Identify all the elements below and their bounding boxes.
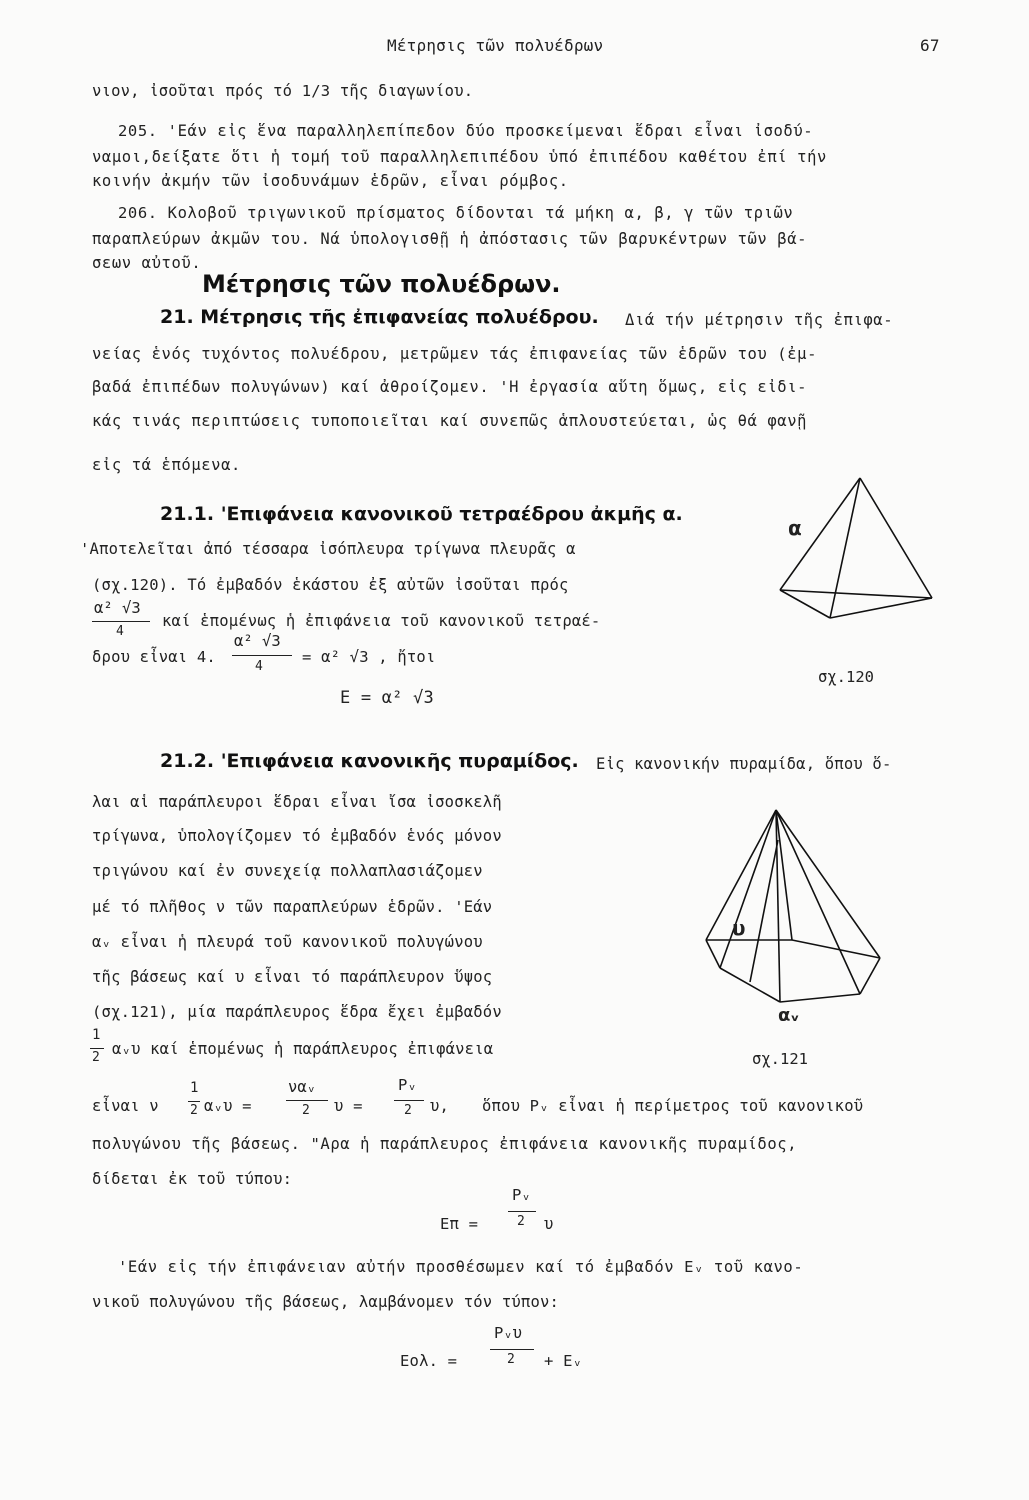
- exercise-205-line-1: 205. 'Εάν εἰς ἕνα παραλληλεπίπεδον δύο προσκείμεναι ἕδραι εἶναι ἰσοδύ-: [118, 122, 814, 140]
- pyramid-figure: [700, 800, 960, 1010]
- section-21-title: 21. Μέτρησις τῆς ἐπιφανείας πολυέδρου.: [160, 306, 599, 328]
- tetrahedron-edge-label: α: [788, 516, 802, 540]
- section-21-1-line-3: καί ἑπομένως ἡ ἐπιφάνεια τοῦ κανονικοῦ τετραέ-: [162, 612, 601, 630]
- section-21-1-title: 21.1. 'Επιφάνεια κανονικοῦ τετραέδρου ἀκμῆς α.: [160, 503, 683, 525]
- fraction-denominator: 4: [116, 624, 124, 639]
- fraction-bar: [92, 621, 150, 622]
- section-21-2-line-6: τῆς βάσεως καί υ εἶναι τό παράπλευρον ὕψος: [92, 968, 493, 986]
- pyramid-side-label: αᵥ: [778, 1005, 800, 1026]
- fraction-2-denominator: 4: [255, 659, 263, 674]
- exercise-205-line-3: κοινήν ἀκμήν τῶν ἰσοδυνάμων ἑδρῶν, εἶναι ρόμβος.: [92, 172, 569, 190]
- section-21-2-title: 21.2. 'Επιφάνεια κανονικῆς πυραμίδος.: [160, 750, 579, 772]
- eq-frac-num: ναᵥ: [288, 1078, 316, 1096]
- section-21-2-line-5: αᵥ εἶναι ἡ πλευρά τοῦ κανονικοῦ πολυγώνου: [92, 933, 483, 951]
- eq-half-bar: [188, 1101, 200, 1102]
- half-denominator: 2: [92, 1050, 100, 1065]
- eq-part-1: αᵥυ =: [204, 1097, 252, 1115]
- after-line-1: πολυγώνου τῆς βάσεως. "Αρα ἡ παράπλευρος ἐπιφάνεια κανονικῆς πυραμίδος,: [92, 1135, 798, 1153]
- eol-frac-bar: [490, 1349, 534, 1350]
- eq-frac-bar: [286, 1100, 328, 1101]
- exercise-206-line-1: 206. Κολοβοῦ τριγωνικοῦ πρίσματος δίδονται τά μήκη α, β, γ τῶν τριῶν: [118, 204, 794, 222]
- exercise-205-line-2: ναμοι,δείξατε ὅτι ἡ τομή τοῦ παραλληλεπιπέδου ὑπό ἐπιπέδου καθέτου ἐπί τήν: [92, 148, 827, 166]
- tetrahedron-figure: [760, 470, 960, 640]
- eq-frac2-num: Pᵥ: [398, 1076, 417, 1094]
- section-21-2-title-tail: Εἰς κανονικήν πυραμίδα, ὅπου ὅ-: [596, 755, 892, 773]
- section-21-line-4: κάς τινάς περιπτώσεις τυποποιεῖται καί συνεπῶς ἁπλουστεύεται, ὡς θά φανῇ: [92, 412, 808, 430]
- half-numerator: 1: [92, 1027, 101, 1043]
- section-21-2-line-2: τρίγωνα, ὑπολογίζομεν τό ἐμβαδόν ἑνός μόνον: [92, 827, 502, 845]
- section-21-2-line-1: λαι αἱ παράπλευροι ἕδραι εἶναι ἴσα ἰσοσκελῆ: [92, 793, 502, 811]
- section-21-2-line-4: μέ τό πλῆθος ν τῶν παραπλεύρων ἑδρῶν. 'Εάν: [92, 898, 493, 916]
- closing-line-1: 'Εάν εἰς τήν ἐπιφάνειαν αὐτήν προσθέσωμεν καί τό ἐμβαδόν Eᵥ τοῦ κανο-: [118, 1258, 804, 1276]
- section-21-1-line-1: 'Αποτελεῖται ἀπό τέσσαρα ἰσόπλευρα τρίγωνα πλευρᾶς α: [80, 540, 576, 558]
- section-21-1-line-4: δρου εἶναι 4.: [92, 648, 216, 666]
- eq-frac2-den: 2: [404, 1103, 412, 1118]
- figure-121-caption: σχ.121: [752, 1050, 808, 1068]
- eq-half-den: 2: [190, 1103, 198, 1118]
- eq-line-tail: ὅπου Pᵥ εἶναι ἡ περίμετρος τοῦ κανονικοῦ: [482, 1097, 864, 1115]
- eol-tail: + Eᵥ: [544, 1352, 583, 1370]
- eol-frac-den: 2: [507, 1352, 515, 1367]
- fraction-2-bar: [232, 655, 292, 656]
- eol-frac-num: Pᵥυ: [494, 1324, 522, 1342]
- half-bar: [90, 1048, 104, 1049]
- eq-half-num: 1: [190, 1080, 199, 1096]
- pyramid-height-label: υ: [732, 916, 746, 940]
- ep-label: Eπ =: [440, 1215, 479, 1233]
- fraction-2-numerator: α² √3: [234, 632, 281, 650]
- running-title: Μέτρησις τῶν πολυέδρων: [387, 36, 604, 55]
- eol-label: Eολ. =: [400, 1352, 458, 1370]
- eq-part-2: υ =: [334, 1097, 363, 1115]
- section-21-line-3: βαδά ἐπιπέδων πολυγώνων) καί ἀθροίζομεν. 'Η ἐργασία αὕτη ὅμως, εἰς εἰδι-: [92, 378, 808, 396]
- section-21-2-line-7: (σχ.121), μία παράπλευρος ἕδρα ἔχει ἐμβαδόν: [92, 1003, 502, 1021]
- section-21-line-1: Διά τήν μέτρησιν τῆς ἐπιφα-: [625, 311, 894, 329]
- exercise-206-line-2: παραπλεύρων ἀκμῶν του. Νά ὑπολογισθῇ ἡ ἀπόστασις τῶν βαρυκέντρων τῶν βά-: [92, 230, 808, 248]
- exercise-206-line-3: σεων αὐτοῦ.: [92, 254, 202, 272]
- eq-frac-den: 2: [302, 1103, 310, 1118]
- eq-line-start: εἶναι ν: [92, 1097, 159, 1115]
- ep-frac-bar: [508, 1211, 536, 1212]
- section-21-1-line-4-tail: = α² √3 , ἤτοι: [302, 648, 436, 666]
- eq-part-3: υ,: [430, 1097, 450, 1115]
- ep-frac-num: Pᵥ: [512, 1186, 531, 1204]
- section-21-2-line-3: τριγώνου καί ἐν συνεχείᾳ πολλαπλασιάζομεν: [92, 862, 483, 880]
- page-number: 67: [920, 36, 940, 55]
- closing-line-2: νικοῦ πολυγώνου τῆς βάσεως, λαμβάνομεν τόν τύπον:: [92, 1293, 560, 1311]
- after-line-2: δίδεται ἐκ τοῦ τύπου:: [92, 1170, 293, 1188]
- section-21-1-line-2: (σχ.120). Τό ἐμβαδόν ἑκάστου ἐξ αὐτῶν ἰσοῦται πρός: [92, 576, 569, 594]
- ep-u: υ: [544, 1215, 554, 1233]
- fraction-numerator: α² √3: [94, 599, 141, 617]
- chapter-title: Μέτρησις τῶν πολυέδρων.: [202, 270, 561, 298]
- tetrahedron-formula: E = α² √3: [340, 688, 434, 708]
- section-21-2-half-line: αᵥυ καί ἑπομένως ἡ παράπλευρος ἐπιφάνεια: [112, 1040, 494, 1058]
- section-21-line-2: νείας ἑνός τυχόντος πολυέδρου, μετρῶμεν τάς ἐπιφανείας τῶν ἑδρῶν του (ἐμ-: [92, 345, 818, 363]
- continued-line: νιον, ἰσοῦται πρός τό 1/3 τῆς διαγωνίου.: [92, 82, 474, 100]
- eq-frac2-bar: [394, 1100, 424, 1101]
- ep-frac-den: 2: [517, 1214, 525, 1229]
- section-21-line-5: εἰς τά ἑπόμενα.: [92, 456, 241, 474]
- figure-120-caption: σχ.120: [818, 668, 874, 686]
